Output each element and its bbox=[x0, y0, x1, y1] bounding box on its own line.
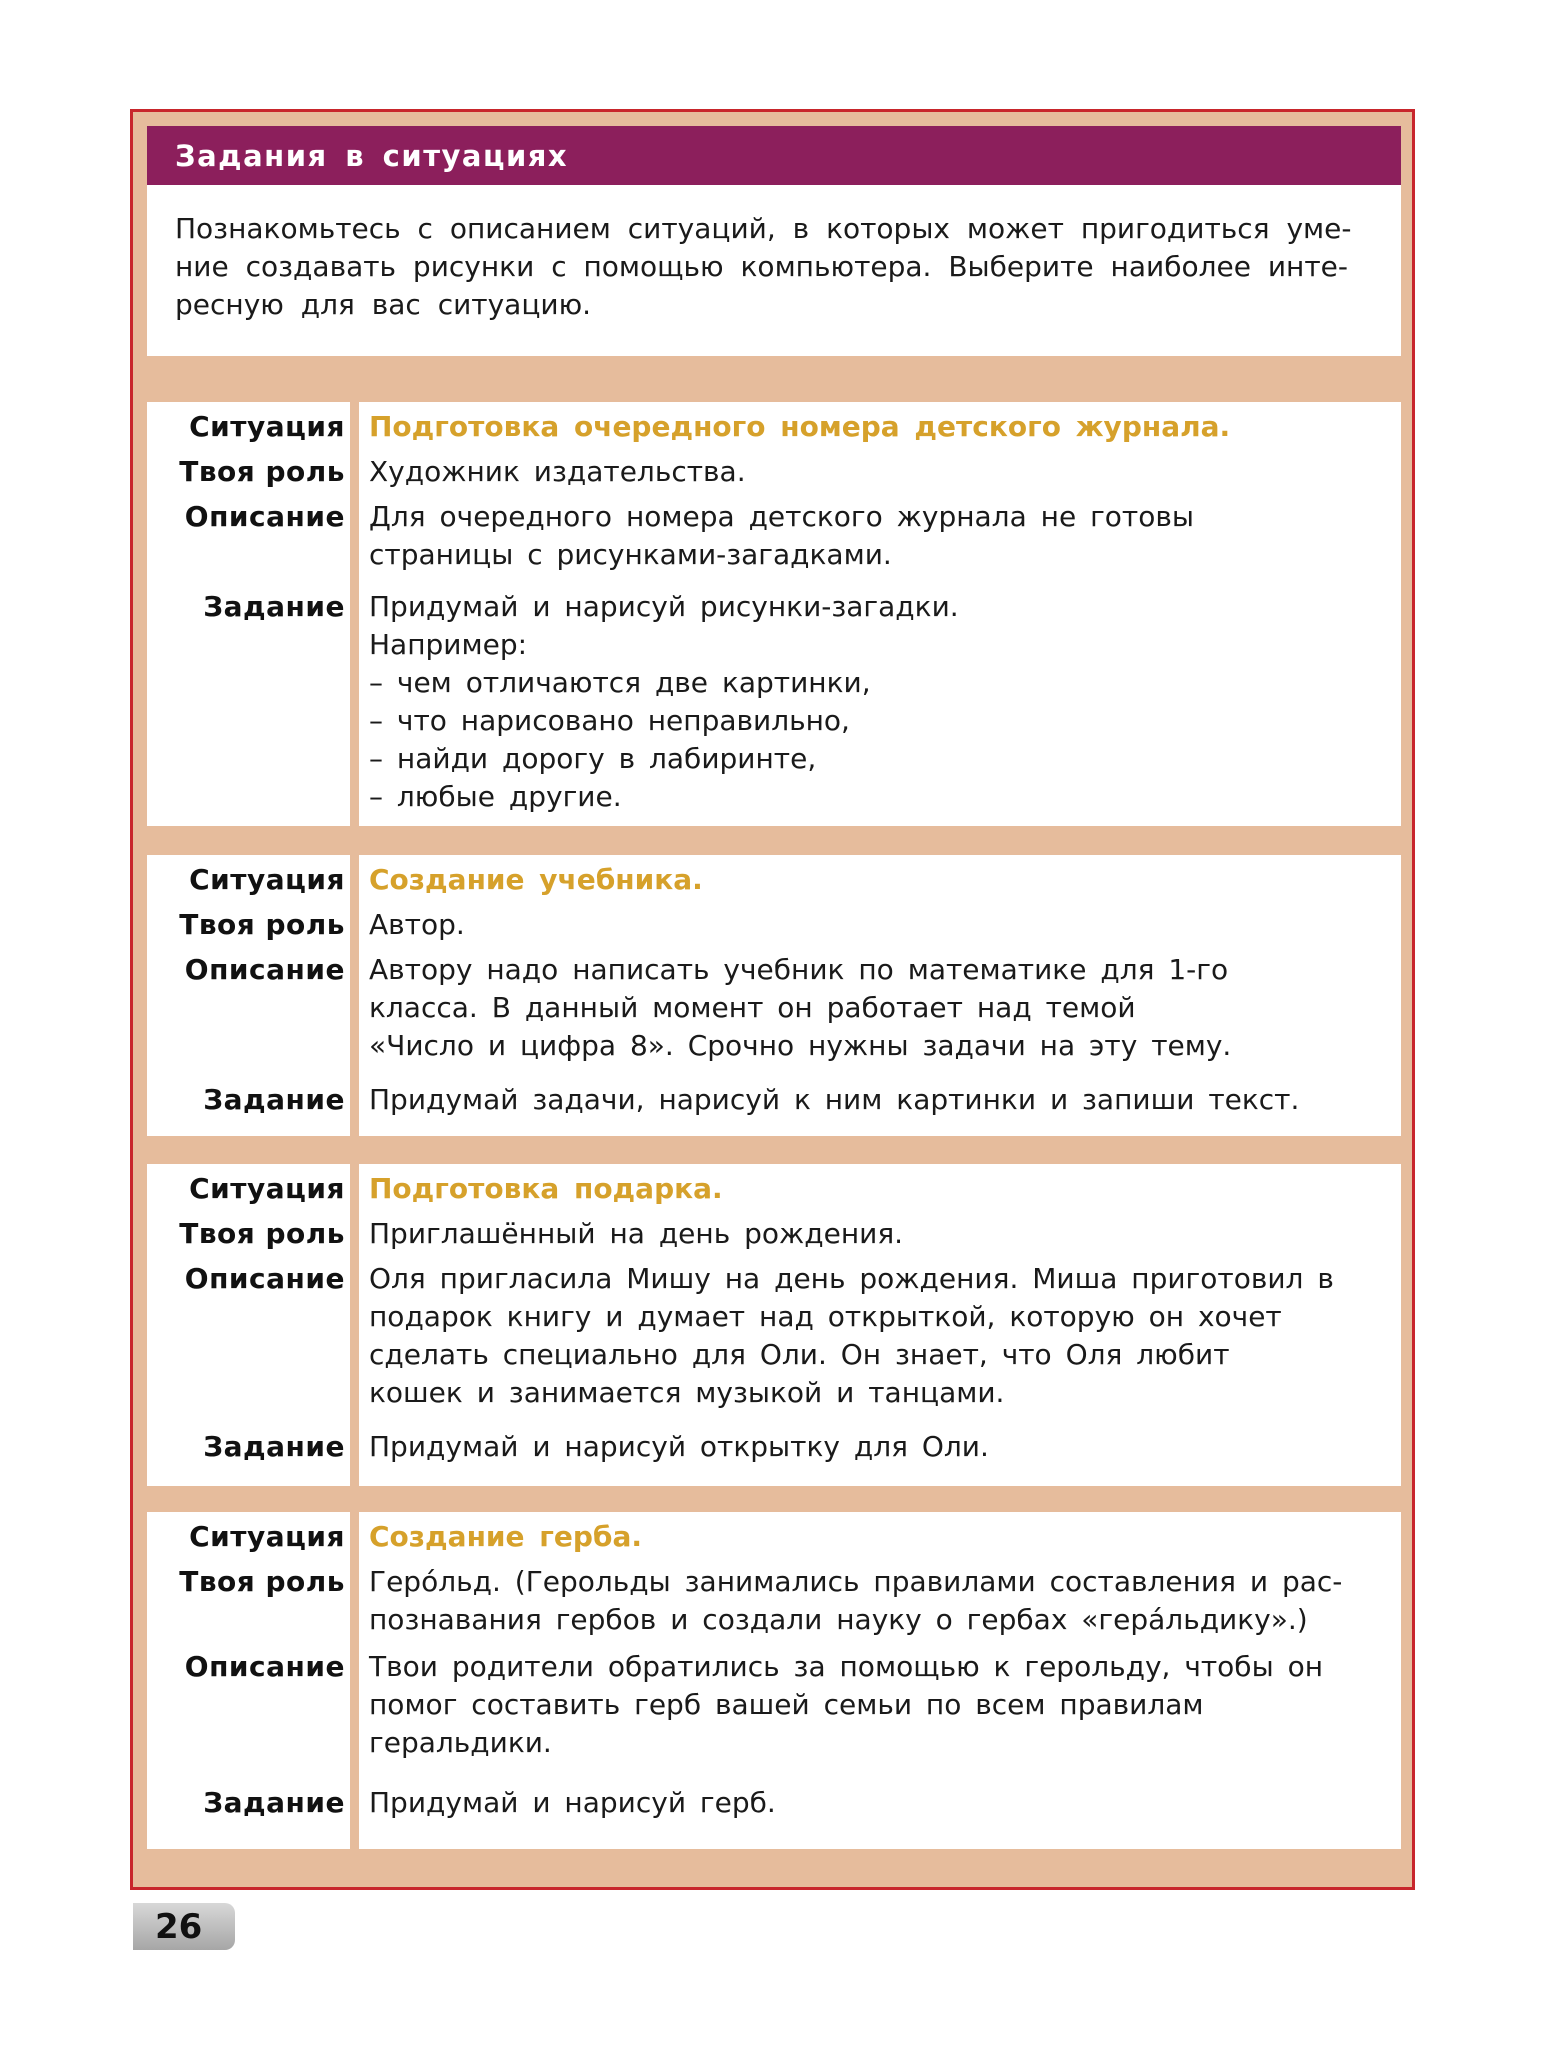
situation-title: Подготовка очередного номера детского журнала. bbox=[369, 410, 1231, 443]
task-value bbox=[369, 1081, 1383, 1119]
task-line: Например: bbox=[369, 628, 528, 661]
task-line: – найди дорогу в лабиринте, bbox=[369, 742, 817, 775]
description-line: Твои родители обратились за помощью к герольду, чтобы он bbox=[369, 1650, 1324, 1683]
role-label: Твоя роль bbox=[179, 455, 345, 488]
role-value bbox=[369, 1563, 1383, 1639]
role-line: Геро́льд. (Герольды занимались правилами составления и рас- bbox=[369, 1565, 1343, 1598]
situation-label: Ситуация bbox=[189, 1520, 345, 1553]
task-line: – любые другие. bbox=[369, 780, 622, 813]
description-line: помог составить герб вашей семьи по всем правилам bbox=[369, 1688, 1204, 1721]
situation-title: Создание герба. bbox=[369, 1520, 643, 1553]
task-line: Придумай и нарисуй открытку для Оли. bbox=[369, 1430, 989, 1463]
task-label: Задание bbox=[203, 1786, 345, 1819]
intro-line: ние создавать рисунки с помощью компьютера. Выберите наиболее инте- bbox=[175, 250, 1349, 283]
assignment-frame bbox=[130, 109, 1415, 1890]
description-line: Оля пригласила Мишу на день рождения. Миша приготовил в bbox=[369, 1262, 1334, 1295]
task-value bbox=[369, 1784, 1383, 1822]
task-label: Задание bbox=[203, 1430, 345, 1463]
role-label: Твоя роль bbox=[179, 1565, 345, 1598]
situation-label: Ситуация bbox=[189, 410, 345, 443]
situation-label: Ситуация bbox=[189, 863, 345, 896]
situation-title: Создание учебника. bbox=[369, 863, 703, 896]
situation-label: Ситуация bbox=[189, 1172, 345, 1205]
description-value bbox=[369, 951, 1383, 1065]
description-line: геральдики. bbox=[369, 1726, 552, 1759]
task-value bbox=[369, 588, 1383, 816]
task-line: Придумай и нарисуй герб. bbox=[369, 1786, 776, 1819]
role-value: Автор. bbox=[369, 908, 465, 941]
task-line: – что нарисовано неправильно, bbox=[369, 704, 850, 737]
situation-title: Подготовка подарка. bbox=[369, 1172, 723, 1205]
task-label: Задание bbox=[203, 590, 345, 623]
role-value: Приглашённый на день рождения. bbox=[369, 1217, 904, 1250]
description-value bbox=[369, 1260, 1383, 1412]
intro-text bbox=[147, 185, 1401, 356]
description-label: Описание bbox=[184, 1262, 345, 1295]
description-label: Описание bbox=[184, 1650, 345, 1683]
task-value bbox=[369, 1428, 1383, 1466]
role-value: Художник издательства. bbox=[369, 455, 746, 488]
description-line: «Число и цифра 8». Срочно нужны задачи на эту тему. bbox=[369, 1029, 1232, 1062]
situation-card-4 bbox=[147, 1512, 1401, 1849]
intro-line: Познакомьтесь с описанием ситуаций, в которых может пригодиться уме- bbox=[175, 212, 1352, 245]
situation-card-3 bbox=[147, 1164, 1401, 1486]
task-line: – чем отличаются две картинки, bbox=[369, 666, 871, 699]
task-line: Придумай и нарисуй рисунки-загадки. bbox=[369, 590, 959, 623]
description-label: Описание bbox=[184, 500, 345, 533]
description-value bbox=[369, 1648, 1383, 1762]
intro-line: ресную для вас ситуацию. bbox=[175, 288, 592, 321]
role-line: познавания гербов и создали науку о гербах «гера́льдику».) bbox=[369, 1603, 1308, 1636]
description-line: кошек и занимается музыкой и танцами. bbox=[369, 1376, 1005, 1409]
description-label: Описание bbox=[184, 953, 345, 986]
description-value bbox=[369, 498, 1383, 574]
description-line: сделать специально для Оли. Он знает, что Оля любит bbox=[369, 1338, 1230, 1371]
page-number bbox=[133, 1903, 235, 1950]
section-header bbox=[147, 126, 1401, 185]
role-label: Твоя роль bbox=[179, 1217, 345, 1250]
situation-card-2 bbox=[147, 855, 1401, 1136]
task-line: Придумай задачи, нарисуй к ним картинки и запиши текст. bbox=[369, 1083, 1300, 1116]
section-title: Задания в ситуациях bbox=[175, 138, 569, 173]
task-label: Задание bbox=[203, 1083, 345, 1116]
role-label: Твоя роль bbox=[179, 908, 345, 941]
description-line: класса. В данный момент он работает над темой bbox=[369, 991, 1136, 1024]
description-line: страницы с рисунками-загадками. bbox=[369, 538, 892, 571]
description-line: подарок книгу и думает над открыткой, которую он хочет bbox=[369, 1300, 1282, 1333]
page-number-text: 26 bbox=[155, 1906, 203, 1947]
situation-card-1 bbox=[147, 402, 1401, 826]
description-line: Для очередного номера детского журнала не готовы bbox=[369, 500, 1194, 533]
description-line: Автору надо написать учебник по математике для 1-го bbox=[369, 953, 1229, 986]
